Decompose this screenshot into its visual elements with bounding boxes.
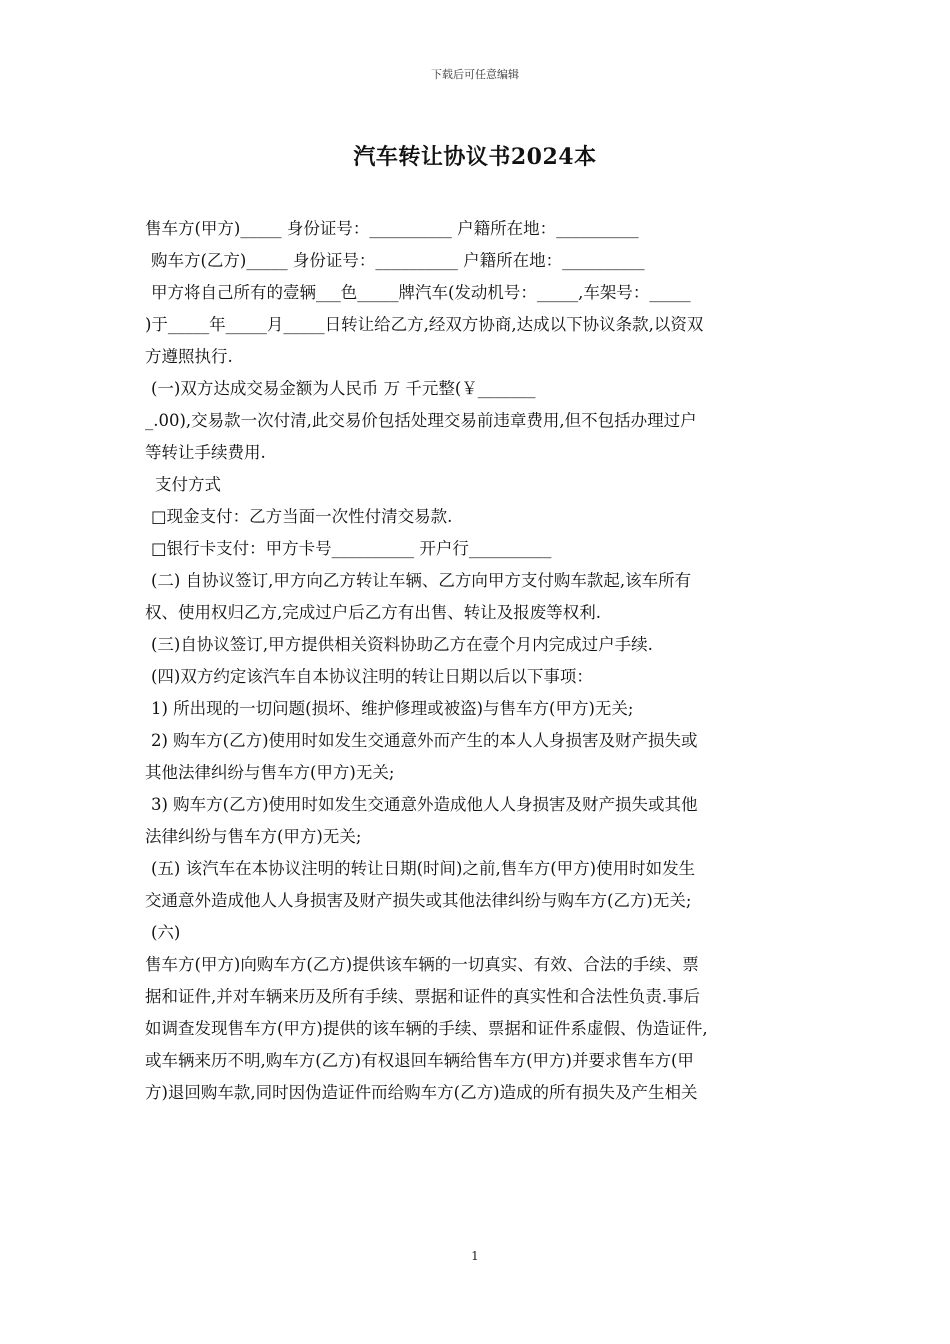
clause-6-line-2: 据和证件,并对车辆来历及所有手续、票据和证件的真实性和合法性负责.事后 xyxy=(145,987,700,1006)
clause-6-line-5: 方)退回购车款,同时因伪造证件而给购车方(乙方)造成的所有损失及产生相关 xyxy=(145,1083,698,1102)
document-title: 汽车转让协议书2024本 xyxy=(353,144,597,170)
clause-6-line-4: 或车辆来历不明,购车方(乙方)有权退回车辆给售车方(甲方)并要求售车方(甲 xyxy=(145,1051,694,1070)
clause-1-line-1: (一)双方达成交易金额为人民币 万 千元整(￥_______ xyxy=(151,379,536,398)
clause-4-item-1: 1) 所出现的一切问题(损坏、维护修理或被盗)与售车方(甲方)无关; xyxy=(151,699,634,718)
vehicle-info-line: 甲方将自己所有的壹辆___色_____牌汽车(发动机号：_____,车架号：_____ xyxy=(151,283,691,302)
clause-5-line-2: 交通意外造成他人人身损害及财产损失或其他法律纠纷与购车方(乙方)无关; xyxy=(145,891,692,910)
payment-cash-option: □现金支付：乙方当面一次性付清交易款. xyxy=(151,507,453,526)
clause-2-line-1: (二) 自协议签订,甲方向乙方转让车辆、乙方向甲方支付购车款起,该车所有 xyxy=(151,571,692,590)
clause-2-line-2: 权、使用权归乙方,完成过户后乙方有出售、转让及报废等权利. xyxy=(145,603,601,622)
clause-4-item-3-line-2: 法律纠纷与售车方(甲方)无关; xyxy=(145,827,362,846)
payment-bank-option: □银行卡支付：甲方卡号__________ 开户行__________ xyxy=(151,539,552,558)
buyer-info-line: 购车方(乙方)_____ 身份证号：__________ 户籍所在地：__________ xyxy=(151,251,645,270)
clause-6-line-1: 售车方(甲方)向购车方(乙方)提供该车辆的一切真实、有效、合法的手续、票 xyxy=(145,955,699,974)
payment-method-heading: 支付方式 xyxy=(155,475,221,494)
seller-info-line: 售车方(甲方)_____ 身份证号：__________ 户籍所在地：__________ xyxy=(145,219,639,238)
transfer-date-line: )于_____年_____月_____日转让给乙方,经双方协商,达成以下协议条款,以资双 xyxy=(145,315,704,334)
page-header-note: 下载后可任意编辑 xyxy=(431,68,519,81)
clause-4-item-2-line-2: 其他法律纠纷与售车方(甲方)无关; xyxy=(145,763,395,782)
clause-1-line-3: 等转让手续费用. xyxy=(145,443,266,462)
clause-4-item-2-line-1: 2) 购车方(乙方)使用时如发生交通意外而产生的本人人身损害及财产损失或 xyxy=(151,731,698,750)
clause-4-heading: (四)双方约定该汽车自本协议注明的转让日期以后以下事项： xyxy=(151,667,593,686)
clause-6-line-3: 如调查发现售车方(甲方)提供的该车辆的手续、票据和证件系虚假、伪造证件, xyxy=(145,1019,708,1038)
document-body xyxy=(145,213,810,1109)
clause-4-item-3-line-1: 3) 购车方(乙方)使用时如发生交通意外造成他人人身损害及财产损失或其他 xyxy=(151,795,698,814)
clause-5-line-1: (五) 该汽车在本协议注明的转让日期(时间)之前,售车方(甲方)使用时如发生 xyxy=(151,859,696,878)
clause-3-line: (三)自协议签订,甲方提供相关资料协助乙方在壹个月内完成过户手续. xyxy=(151,635,653,654)
clause-6-heading: (六) xyxy=(151,923,181,942)
agreement-intro-end-line: 方遵照执行. xyxy=(145,347,233,366)
clause-1-line-2: _.00),交易款一次付清,此交易价包括处理交易前违章费用,但不包括办理过户 xyxy=(145,411,697,430)
page-number: 1 xyxy=(471,1249,479,1263)
